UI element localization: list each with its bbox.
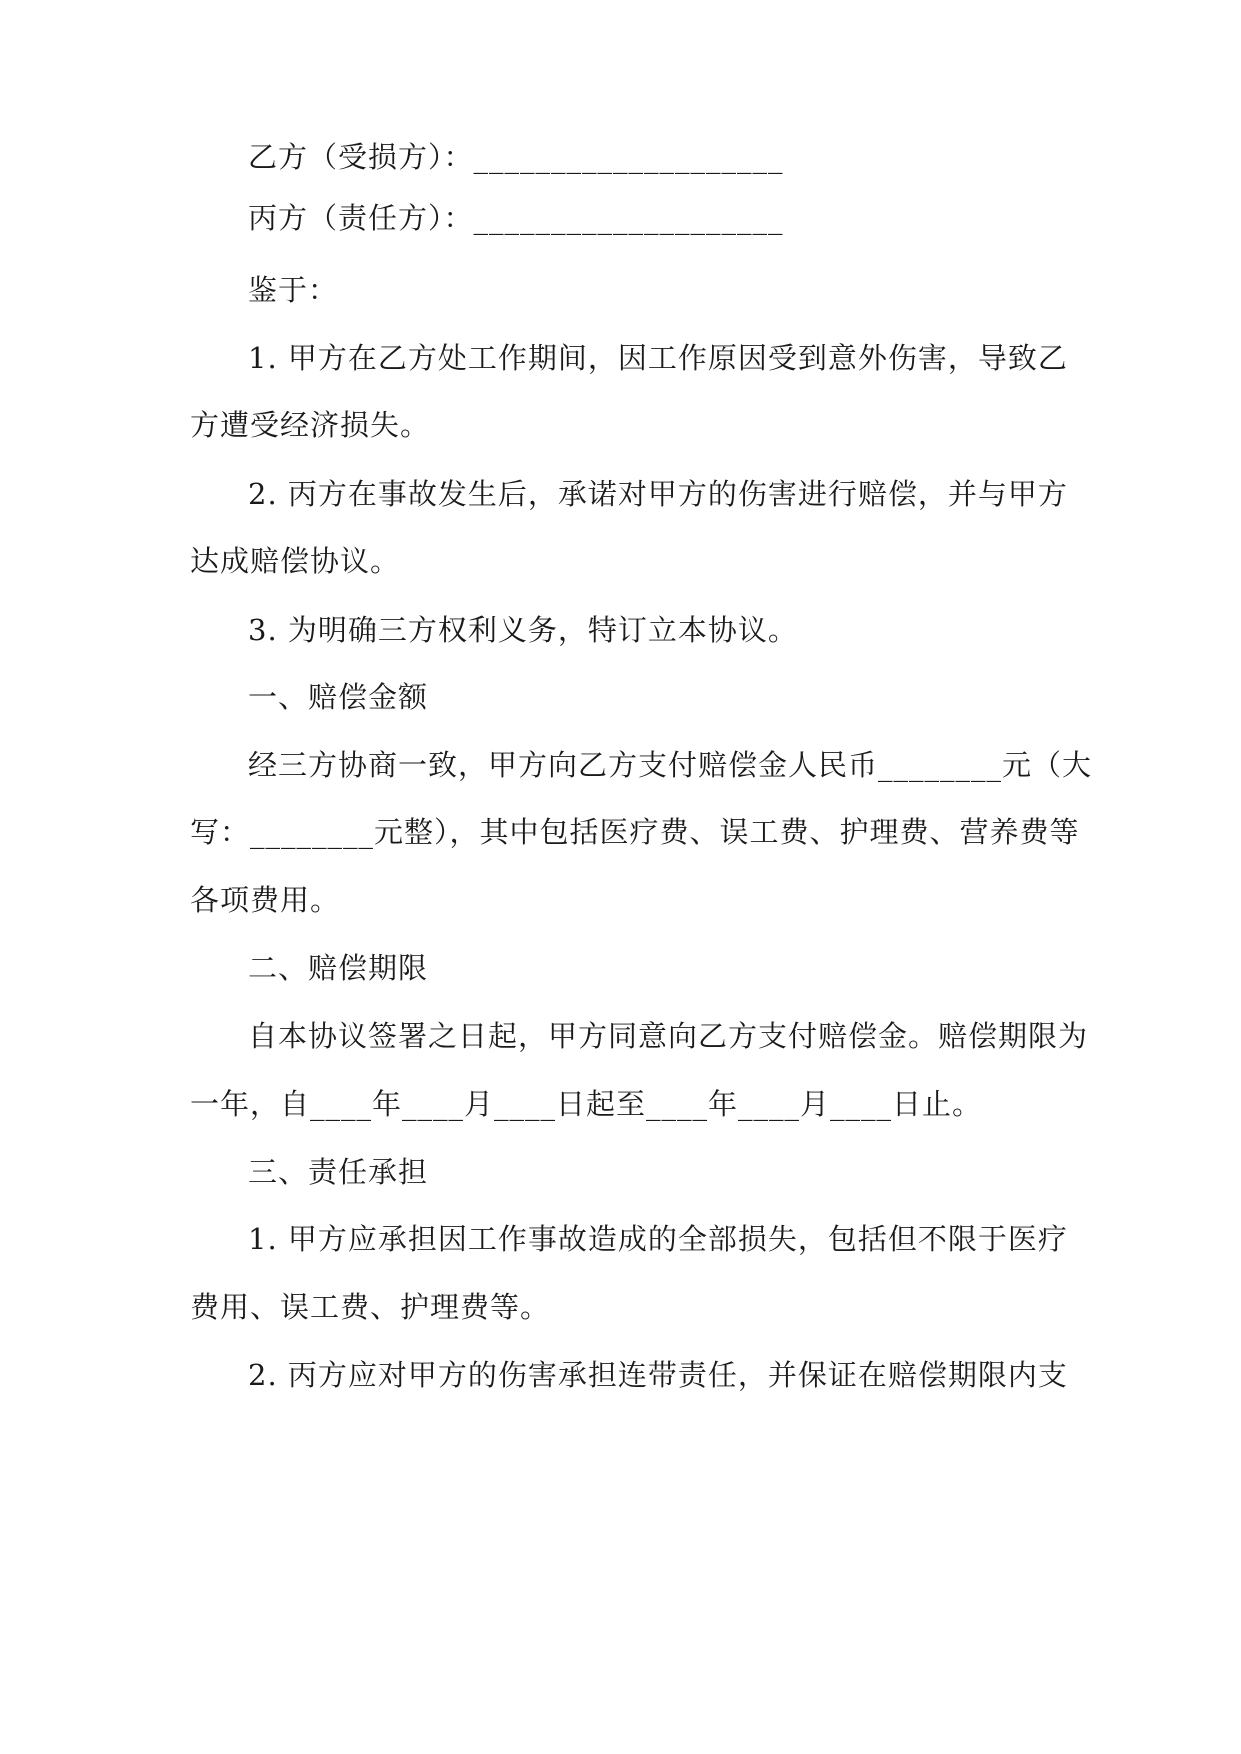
section-3-item-2-line-1: 2. 丙方应对甲方的伤害承担连带责任，并保证在赔偿期限内支 (248, 1358, 1068, 1392)
section-1-heading: 一、赔偿金额 (248, 680, 429, 714)
party-b-line: 乙方（受损方）：____________________ (248, 140, 784, 174)
section-2-heading: 二、赔偿期限 (248, 951, 429, 985)
section-1-paragraph-line-1: 经三方协商一致，甲方向乙方支付赔偿金人民币________元（大 (248, 748, 1093, 782)
section-3-item-1-line-2: 费用、误工费、护理费等。 (190, 1290, 551, 1324)
whereas-item-1-line-1: 1. 甲方在乙方处工作期间，因工作原因受到意外伤害，导致乙 (248, 341, 1068, 375)
party-c-line: 丙方（责任方）：____________________ (248, 201, 784, 235)
whereas-heading: 鉴于： (248, 273, 339, 307)
whereas-item-1-line-2: 方遭受经济损失。 (190, 408, 431, 442)
section-1-paragraph-line-3: 各项费用。 (190, 883, 341, 917)
section-2-paragraph-line-2: 一年，自____年____月____日起至____年____月____日止。 (190, 1087, 983, 1121)
whereas-item-2-line-1: 2. 丙方在事故发生后，承诺对甲方的伤害进行赔偿，并与甲方 (248, 477, 1068, 511)
section-3-item-1-line-1: 1. 甲方应承担因工作事故造成的全部损失，包括但不限于医疗 (248, 1222, 1068, 1256)
section-3-heading: 三、责任承担 (248, 1155, 429, 1189)
section-2-paragraph-line-1: 自本协议签署之日起，甲方同意向乙方支付赔偿金。赔偿期限为 (248, 1019, 1089, 1053)
section-1-paragraph-line-2: 写：________元整），其中包括医疗费、误工费、护理费、营养费等 (190, 815, 1080, 849)
whereas-item-3: 3. 为明确三方权利义务，特订立本协议。 (248, 613, 798, 647)
whereas-item-2-line-2: 达成赔偿协议。 (190, 544, 401, 578)
